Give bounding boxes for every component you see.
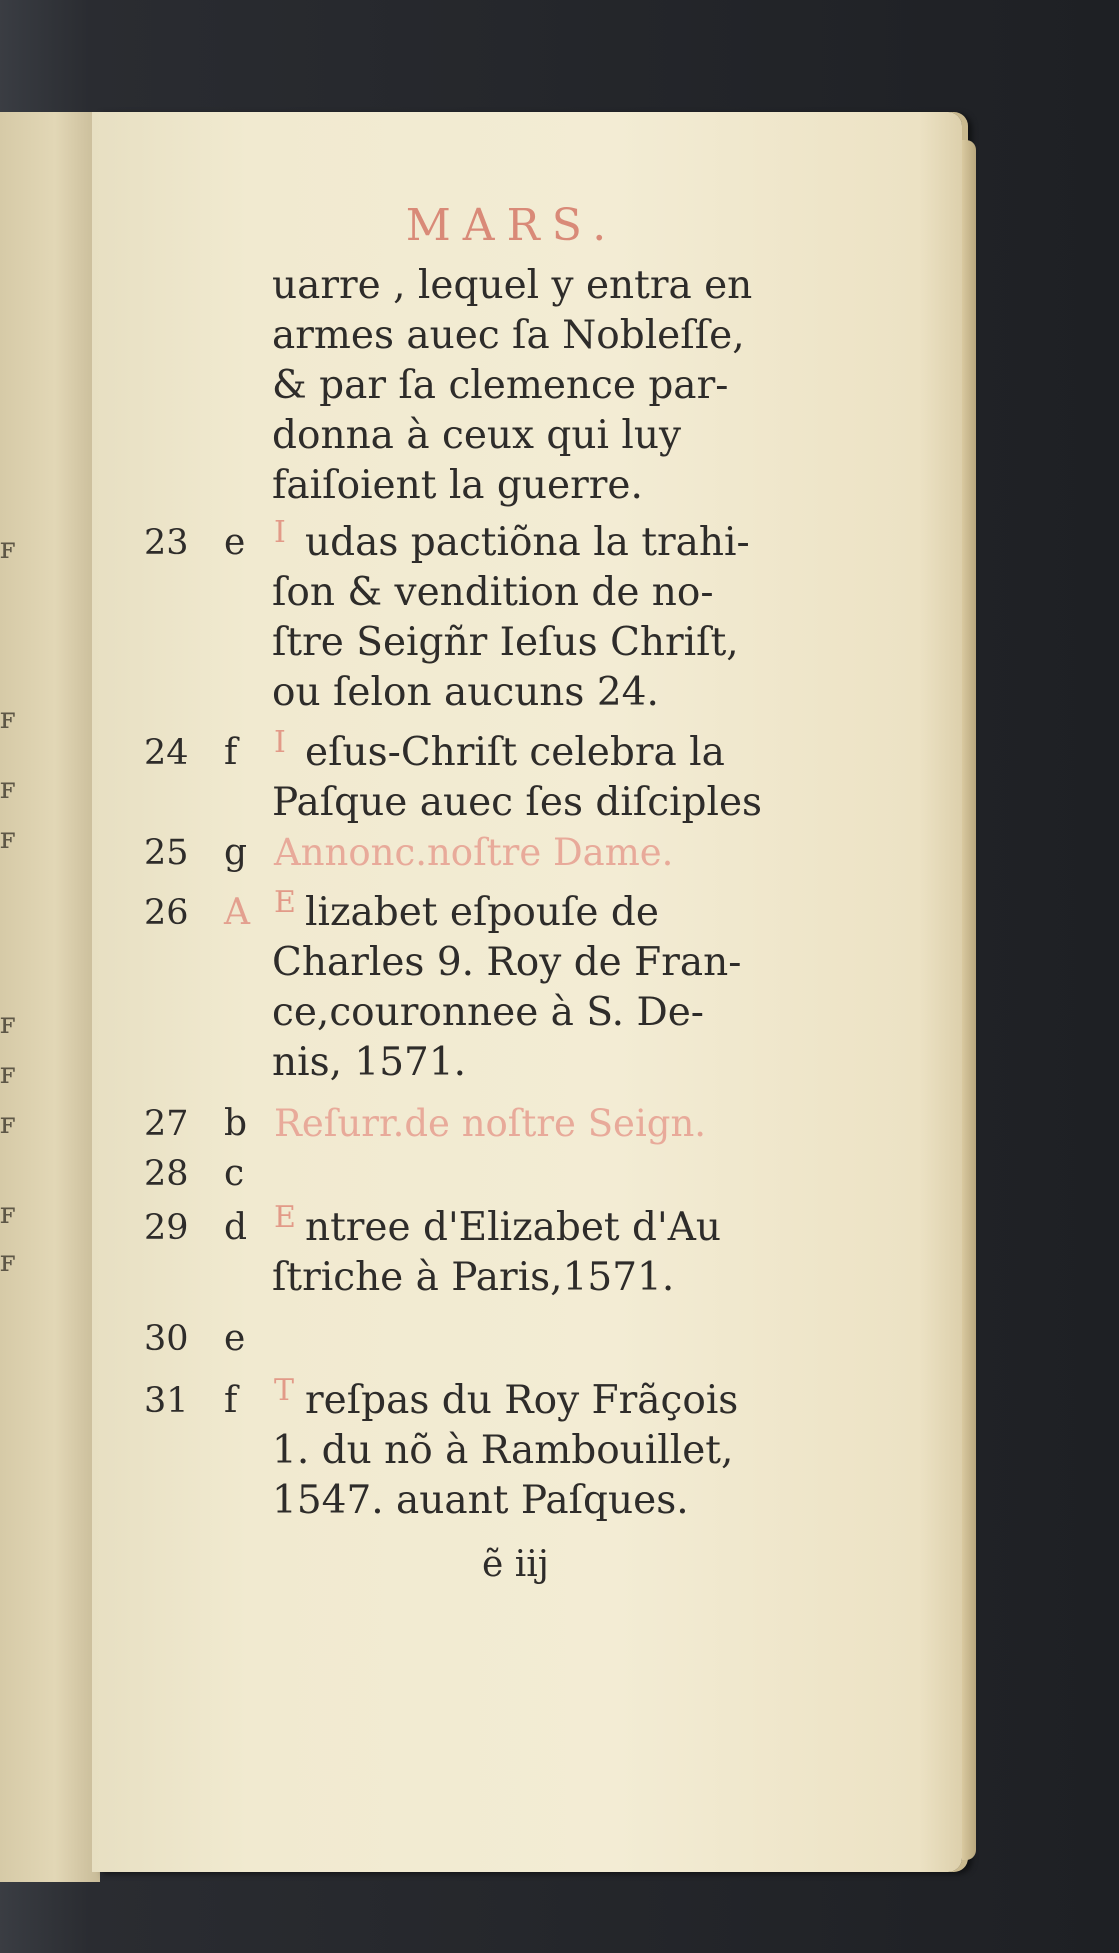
dominical-letter: b [224,1103,248,1144]
entry-line: ſtre Seigñr Ieſus Chriſt, [272,620,739,665]
entry-line: eſus-Chriſt celebra la [305,730,725,775]
text-line: & par ſa clemence par- [272,363,729,408]
red-initial: E [274,1200,296,1235]
entry-line: nis, 1571. [272,1040,467,1085]
entry-line: Paſque auec ſes diſciples [272,780,763,825]
facing-page-mark: ꜰ [0,1056,15,1091]
dominical-letter: e [224,522,246,563]
entry-line: ſtriche à Paris,1571. [272,1255,675,1300]
text-line: faiſoient la guerre. [272,463,643,508]
day-number: 23 [144,523,189,563]
facing-page-mark: ꜰ [0,1106,15,1141]
entry-line: ntree d'Elizabet d'Au [305,1205,721,1250]
dominical-letter: f [224,732,238,773]
entry-line: 1547. auant Paſques. [272,1478,689,1523]
dominical-letter: g [224,832,248,873]
page-edge [962,140,976,1860]
text-line: donna à ceux qui luy [272,413,681,458]
entry-line: reſpas du Roy Frãçois [305,1378,739,1423]
calendar-page [92,112,962,1872]
entry-line: ſon & vendition de no- [272,570,714,615]
facing-page-mark: ꜰ [0,1196,15,1231]
facing-page-mark: ꜰ [0,771,15,806]
red-initial: T [274,1373,295,1408]
entry-line: ce,couronnee à S. De- [272,990,704,1035]
day-number: 26 [144,893,189,933]
entry-line: Charles 9. Roy de Fran- [272,940,742,985]
facing-page-mark: ꜰ [0,1006,15,1041]
facing-page-mark: ꜰ [0,701,15,736]
red-initial: I [274,515,286,550]
feast-day: Reſurr.de noſtre Seign. [274,1102,707,1145]
day-number: 30 [144,1319,189,1359]
dominical-letter: d [224,1207,248,1248]
day-number: 29 [144,1208,189,1248]
day-number: 31 [144,1381,189,1421]
day-number: 24 [144,733,189,773]
entry-line: lizabet eſpouſe de [305,890,659,935]
entry-line: udas pactiõna la trahi- [305,520,750,565]
text-line: uarre , lequel y entra en [272,263,753,308]
feast-day: Annonc.noſtre Dame. [274,831,674,874]
facing-page-mark: ꜰ [0,1244,15,1279]
page-title: MARS. [405,200,619,251]
text-line: armes auec ſa Nobleſſe, [272,313,745,358]
day-number: 28 [144,1154,189,1194]
day-number: 27 [144,1104,189,1144]
dominical-letter: f [224,1380,238,1421]
facing-page-edge [0,112,100,1882]
red-initial: E [274,885,296,920]
entry-line: 1. du nõ à Rambouillet, [272,1428,734,1473]
dominical-letter: c [224,1153,245,1194]
dominical-letter: A [224,892,250,933]
red-initial: I [274,725,286,760]
facing-page-mark: ꜰ [0,821,15,856]
signature-mark: ẽ iij [482,1544,549,1585]
facing-page-mark: ꜰ [0,531,15,566]
entry-line: ou ſelon aucuns 24. [272,670,659,715]
dominical-letter: e [224,1318,246,1359]
day-number: 25 [144,833,189,873]
